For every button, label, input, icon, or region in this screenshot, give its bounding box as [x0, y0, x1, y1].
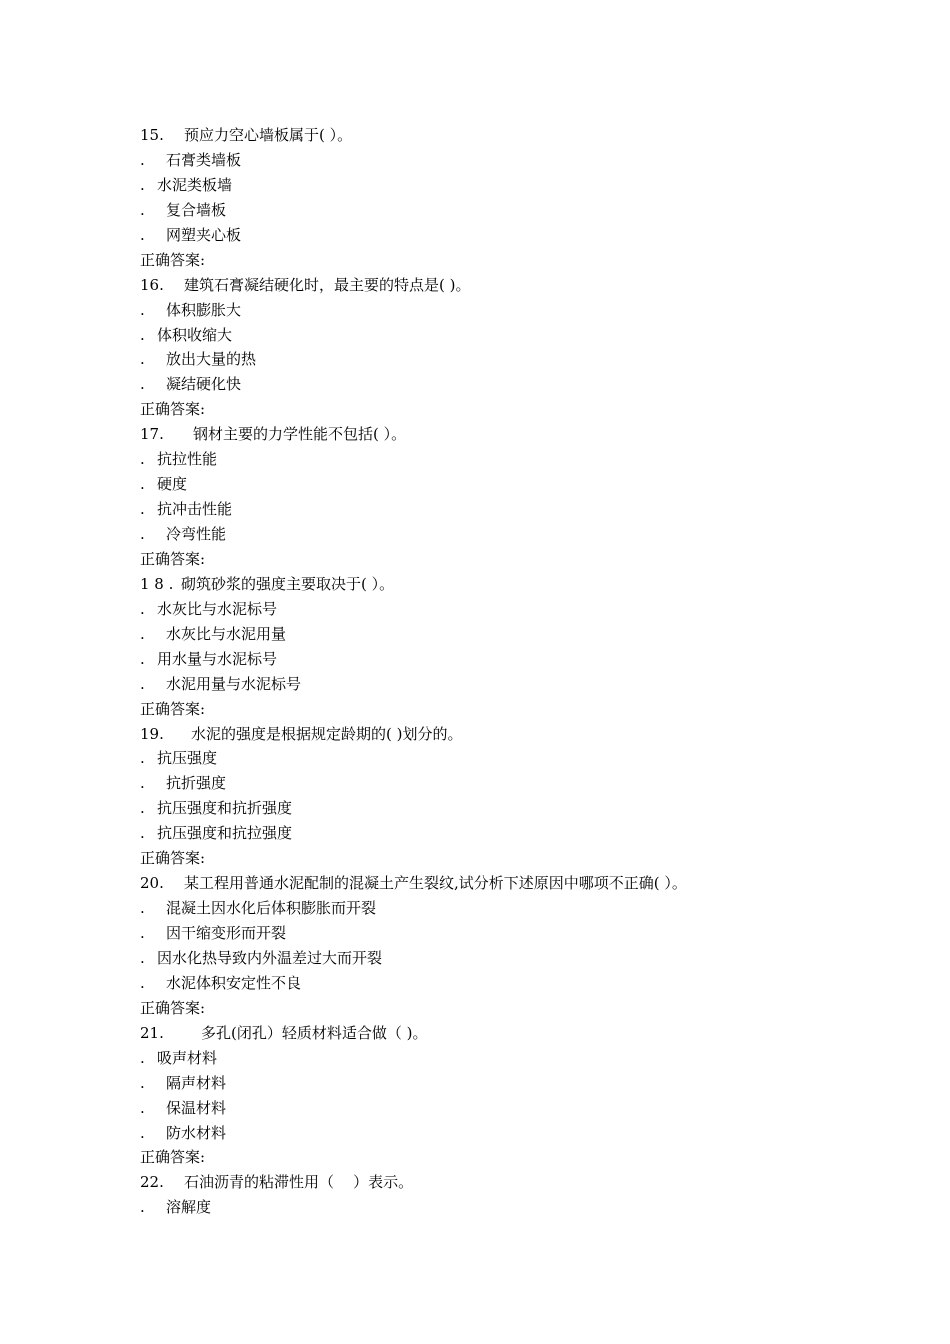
answer-option [140, 173, 920, 198]
option-text: 水泥体积安定性不良 [166, 973, 302, 992]
correct-answer-label: 正确答案: [140, 549, 206, 568]
option-bullet: . [140, 325, 145, 344]
answer-option [140, 1096, 920, 1121]
answer-option [140, 497, 920, 522]
option-bullet: . [140, 624, 145, 643]
option-text: 用水量与水泥标号 [157, 649, 278, 668]
option-bullet: . [140, 475, 145, 494]
option-text: 体积收缩大 [157, 325, 233, 344]
option-text: 冷弯性能 [166, 525, 227, 543]
option-text: 网塑夹心板 [166, 225, 242, 244]
question-7 [140, 1021, 920, 1046]
question-6 [140, 871, 920, 896]
option-text: 因干缩变形而开裂 [166, 924, 287, 942]
option-text: 凝结硬化快 [166, 375, 242, 394]
answer-option [140, 472, 920, 497]
option-text: 吸声材料 [157, 1048, 218, 1067]
option-text: 水泥用量与水泥标号 [166, 674, 302, 693]
option-bullet: . [140, 300, 145, 319]
option-text: 保温材料 [166, 1098, 227, 1117]
answer-option [140, 1071, 920, 1096]
answer-option [140, 896, 920, 921]
correct-answer-label: 正确答案: [140, 699, 206, 718]
option-bullet: . [140, 924, 145, 942]
option-bullet: . [140, 500, 145, 519]
answer-option [140, 372, 920, 397]
answer-option [140, 522, 920, 547]
option-bullet: . [140, 824, 145, 843]
option-bullet: . [140, 1073, 145, 1092]
correct-answer-label: 正确答案: [140, 998, 206, 1017]
option-bullet: . [140, 674, 145, 693]
question-number: 22. [140, 1173, 164, 1192]
option-text: 水灰比与水泥用量 [166, 624, 287, 643]
option-bullet: . [140, 973, 145, 992]
option-text: 水灰比与水泥标号 [157, 599, 278, 618]
option-text: 硬度 [157, 475, 188, 494]
question-2 [140, 273, 920, 298]
question-text: 石油沥青的粘滞性用（ ）表示。 [184, 1173, 414, 1192]
option-text: 混凝土因水化后体积膨胀而开裂 [166, 899, 377, 918]
option-bullet: . [140, 1198, 145, 1217]
answer-option [140, 921, 920, 946]
question-8 [140, 1170, 920, 1195]
question-text: 水泥的强度是根据规定龄期的( )划分的。 [191, 724, 463, 743]
option-text: 隔声材料 [166, 1073, 227, 1092]
option-bullet: . [140, 375, 145, 394]
question-number: 19. [140, 724, 164, 743]
option-bullet: . [140, 225, 145, 244]
option-bullet: . [140, 150, 145, 169]
question-number: 21. [140, 1023, 164, 1042]
answer-option [140, 1195, 920, 1220]
answer-option [140, 672, 920, 697]
question-1 [140, 123, 920, 148]
option-bullet: . [140, 799, 145, 818]
question-text: 砌筑砂浆的强度主要取决于( ）。 [181, 574, 395, 593]
option-bullet: . [140, 450, 145, 469]
option-bullet: . [140, 350, 145, 369]
answer-option [140, 796, 920, 821]
question-5 [140, 722, 920, 747]
answer-option [140, 1121, 920, 1146]
question-number: 1 8 . [140, 574, 174, 593]
option-text: 抗拉性能 [157, 450, 218, 469]
option-text: 抗压强度和抗折强度 [157, 799, 293, 818]
option-bullet: . [140, 948, 145, 967]
question-number: 15. [140, 126, 164, 144]
answer-option [140, 198, 920, 223]
option-bullet: . [140, 774, 145, 793]
option-text: 放出大量的热 [166, 350, 257, 369]
option-bullet: . [140, 1123, 145, 1142]
option-bullet: . [140, 525, 145, 543]
option-bullet: . [140, 1098, 145, 1117]
answer-option [140, 298, 920, 323]
option-bullet: . [140, 599, 145, 618]
option-text: 抗压强度和抗拉强度 [157, 824, 293, 843]
question-text: 某工程用普通水泥配制的混凝土产生裂纹,试分析下述原因中哪项不正确( ）。 [184, 874, 687, 893]
question-number: 17. [140, 425, 164, 444]
option-bullet: . [140, 899, 145, 918]
option-text: 复合墙板 [166, 200, 227, 219]
option-text: 因水化热导致内外温差过大而开裂 [157, 948, 383, 967]
option-bullet: . [140, 175, 145, 194]
answer-option [140, 771, 920, 796]
question-3 [140, 422, 920, 447]
question-text: 预应力空心墙板属于( ）。 [184, 126, 353, 144]
question-number: 20. [140, 874, 164, 893]
option-text: 抗冲击性能 [157, 500, 233, 519]
option-bullet: . [140, 200, 145, 219]
question-text: 钢材主要的力学性能不包括( ）。 [193, 425, 407, 444]
option-bullet: . [140, 1048, 145, 1067]
question-text: 多孔(闭孔）轻质材料适合做（ )。 [201, 1023, 428, 1042]
correct-answer-label: 正确答案: [140, 1148, 206, 1167]
answer-option [140, 223, 920, 248]
answer-option [140, 323, 920, 348]
option-text: 抗折强度 [166, 774, 227, 793]
correct-answer-label: 正确答案: [140, 849, 206, 868]
answer-option [140, 447, 920, 472]
option-text: 溶解度 [166, 1198, 212, 1217]
option-text: 防水材料 [166, 1123, 227, 1142]
question-number: 16. [140, 275, 164, 294]
answer-option [140, 971, 920, 996]
answer-option [140, 821, 920, 846]
option-bullet: . [140, 649, 145, 668]
answer-option [140, 647, 920, 672]
question-4 [140, 572, 920, 597]
option-text: 体积膨胀大 [166, 300, 242, 319]
answer-option [140, 622, 920, 647]
answer-option [140, 347, 920, 372]
answer-option [140, 1046, 920, 1071]
answer-option [140, 597, 920, 622]
answer-option [140, 148, 920, 173]
document-page [140, 123, 920, 1220]
option-text: 抗压强度 [157, 749, 218, 768]
answer-option [140, 946, 920, 971]
correct-answer-label: 正确答案: [140, 250, 206, 269]
option-text: 石膏类墙板 [166, 150, 242, 169]
option-bullet: . [140, 749, 145, 768]
answer-option [140, 746, 920, 771]
correct-answer-label: 正确答案: [140, 400, 206, 419]
option-text: 水泥类板墙 [157, 175, 233, 194]
question-text: 建筑石膏凝结硬化时，最主要的特点是( )。 [184, 275, 471, 294]
